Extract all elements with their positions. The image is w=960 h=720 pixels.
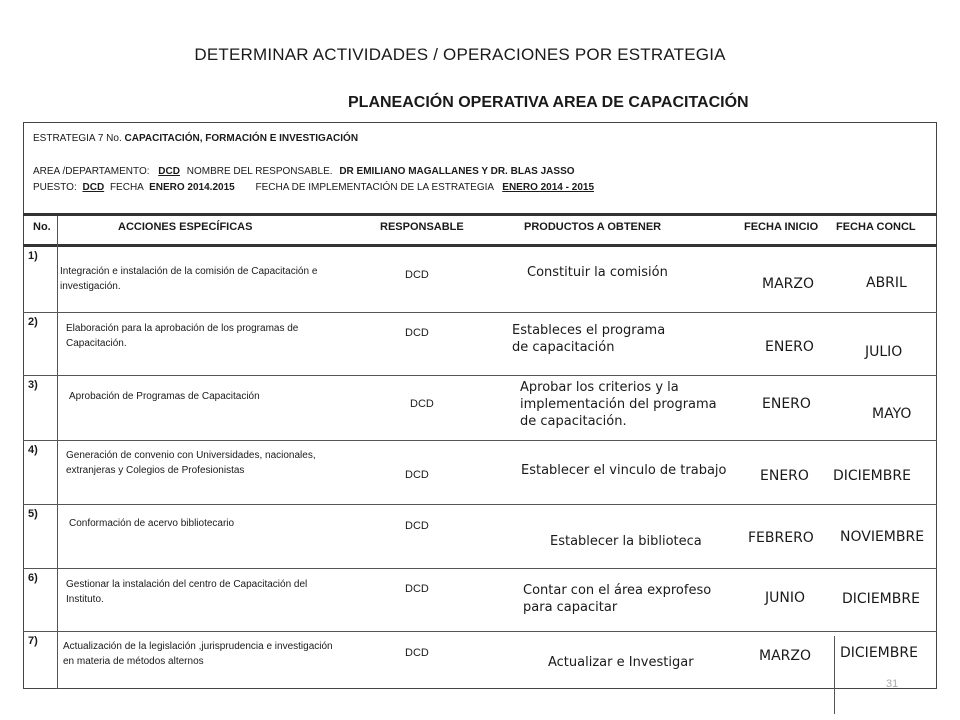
row-accion: Gestionar la instalación del centro de Capacitación del Instituto. xyxy=(66,579,308,605)
row-responsable: DCD xyxy=(405,327,429,339)
puesto-line xyxy=(33,182,594,193)
row-fecha-conclusion: DICIEMBRE xyxy=(833,468,911,484)
row-number: 2) xyxy=(28,316,38,328)
row-divider xyxy=(23,375,937,376)
row-fecha-conclusion: ABRIL xyxy=(866,275,907,291)
row-accion: Generación de convenio con Universidades, nacionales, extranjeras y Colegios de Profesionistas xyxy=(66,450,316,476)
row-producto: Establecer el vinculo de trabajo xyxy=(521,463,727,478)
row-number: 1) xyxy=(28,250,38,262)
row-divider xyxy=(23,312,937,313)
row-fecha-inicio: MARZO xyxy=(759,648,811,664)
row-fecha-conclusion: MAYO xyxy=(872,406,912,422)
implementacion-value: ENERO 2014 - 2015 xyxy=(502,182,594,193)
row-producto: Actualizar e Investigar xyxy=(548,655,694,670)
row-accion: Aprobación de Programas de Capacitación xyxy=(69,391,260,402)
header-bottom-rule xyxy=(23,244,937,247)
row-fecha-inicio: FEBRERO xyxy=(748,530,814,546)
row-responsable: DCD xyxy=(405,583,429,595)
area-label: AREA /DEPARTAMENTO: xyxy=(33,166,150,177)
row-responsable: DCD xyxy=(405,647,429,659)
header-responsable: RESPONSABLE xyxy=(380,221,464,233)
row-fecha-inicio: JUNIO xyxy=(765,590,805,606)
header-fecha-conclusion: FECHA CONCL xyxy=(836,221,916,233)
row-divider xyxy=(23,568,937,569)
fecha-value: ENERO 2014.2015 xyxy=(149,182,235,193)
row-producto: Aprobar los criterios y la implementación del programa de capacitación. xyxy=(520,380,717,429)
header-fecha-inicio: FECHA INICIO xyxy=(744,221,819,233)
row-responsable: DCD xyxy=(405,520,429,532)
row-accion: Elaboración para la aprobación de los programas de Capacitación. xyxy=(66,323,299,349)
responsable-label: NOMBRE DEL RESPONSABLE. xyxy=(186,166,333,177)
estrategia-line xyxy=(33,133,358,144)
stray-vertical-line xyxy=(834,636,835,714)
row-divider xyxy=(23,631,937,632)
fecha-label: FECHA xyxy=(109,182,144,193)
puesto-label: PUESTO: xyxy=(33,182,77,193)
area-value: DCD xyxy=(158,166,180,177)
estrategia-label: ESTRATEGIA 7 No. xyxy=(33,133,122,144)
row-producto: Constituir la comisión xyxy=(527,265,668,280)
row-accion: Conformación de acervo bibliotecario xyxy=(69,518,235,529)
row-fecha-conclusion: NOVIEMBRE xyxy=(840,529,925,545)
row-fecha-inicio: ENERO xyxy=(760,468,809,484)
row-number: 6) xyxy=(28,572,38,584)
no-column-divider xyxy=(57,216,58,689)
puesto-value: DCD xyxy=(82,182,105,193)
row-fecha-inicio: ENERO xyxy=(762,396,811,412)
header-no: No. xyxy=(33,221,51,233)
row-fecha-conclusion: JULIO xyxy=(865,344,903,360)
page-subtitle: PLANEACIÓN OPERATIVA AREA DE CAPACITACIÓN xyxy=(348,94,749,111)
responsable-value: DR EMILIANO MAGALLANES Y DR. BLAS JASSO xyxy=(339,166,575,177)
area-line xyxy=(33,166,575,177)
header-productos: PRODUCTOS A OBTENER xyxy=(524,221,662,233)
row-accion: Integración e instalación de la comisión de Capacitación e investigación. xyxy=(60,266,318,292)
page-title: DETERMINAR ACTIVIDADES / OPERACIONES POR ESTRATEGIA xyxy=(194,45,726,64)
row-responsable: DCD xyxy=(410,398,434,410)
header-acciones: ACCIONES ESPECÍFICAS xyxy=(118,221,253,233)
row-fecha-conclusion: DICIEMBRE xyxy=(840,645,918,661)
row-number: 5) xyxy=(28,508,38,520)
row-divider xyxy=(23,504,937,505)
implementacion-label: FECHA DE IMPLEMENTACIÓN DE LA ESTRATEGIA xyxy=(255,182,494,193)
row-producto: Establecer la biblioteca xyxy=(550,534,702,549)
row-responsable: DCD xyxy=(405,269,429,281)
row-accion: Actualización de la legislación ,jurisprudencia e investigación en materia de métodos alternos xyxy=(63,641,333,667)
page-number: 31 xyxy=(886,678,899,690)
row-producto: Estableces el programa de capacitación xyxy=(512,323,666,355)
row-number: 7) xyxy=(28,635,38,647)
row-fecha-conclusion: DICIEMBRE xyxy=(842,591,920,607)
header-top-rule xyxy=(23,213,937,216)
row-divider xyxy=(23,440,937,441)
row-responsable: DCD xyxy=(405,469,429,481)
row-fecha-inicio: MARZO xyxy=(762,276,814,292)
row-producto: Contar con el área exprofeso para capacitar xyxy=(523,583,712,615)
row-number: 4) xyxy=(28,444,38,456)
row-number: 3) xyxy=(28,379,38,391)
estrategia-value: CAPACITACIÓN, FORMACIÓN E INVESTIGACIÓN xyxy=(124,133,359,144)
row-fecha-inicio: ENERO xyxy=(765,339,814,355)
